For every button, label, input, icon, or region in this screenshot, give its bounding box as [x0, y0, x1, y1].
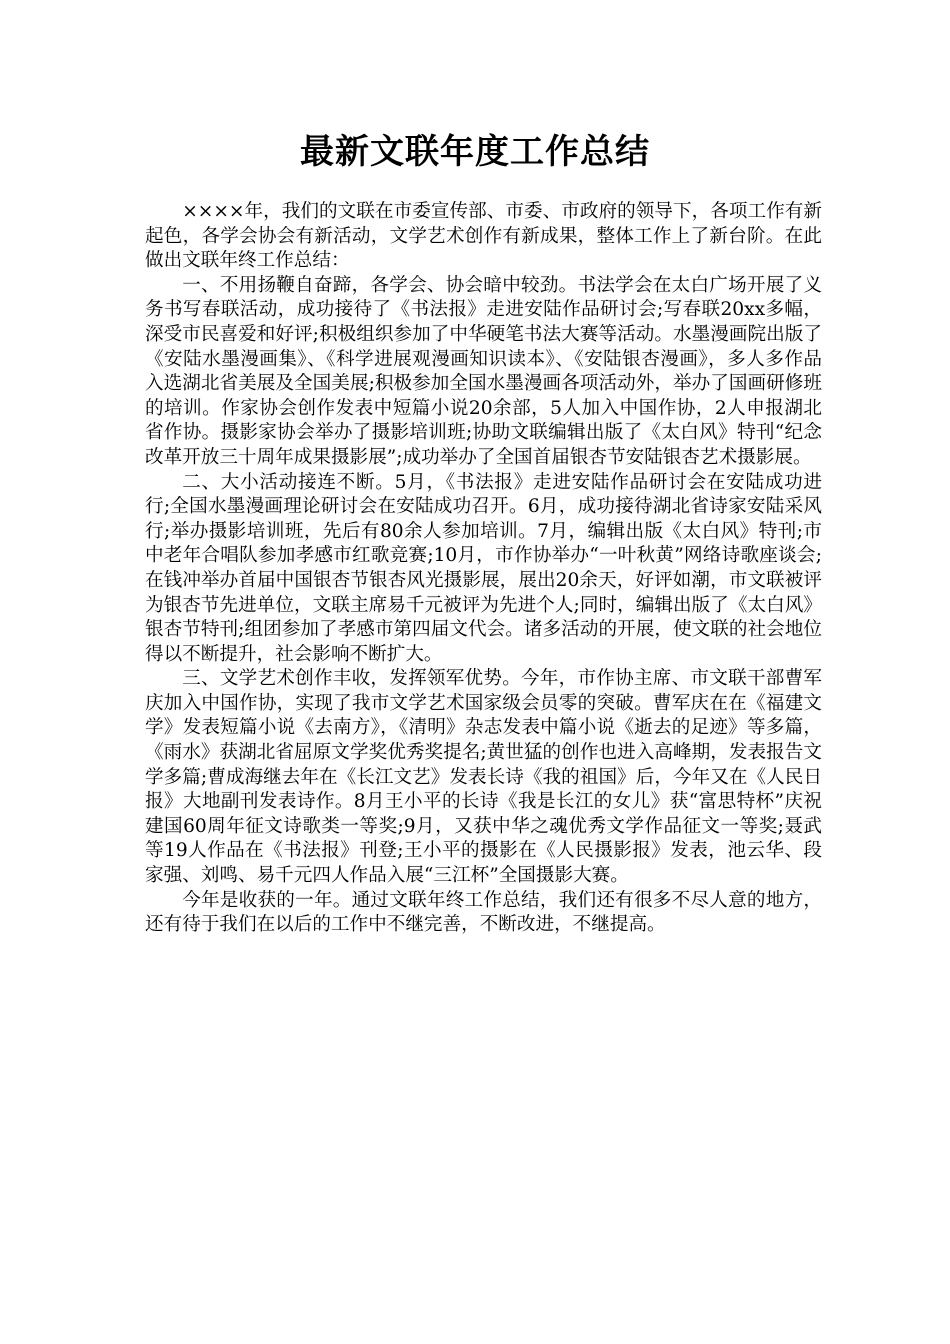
paragraph-conclusion: 今年是收获的一年。通过文联年终工作总结，我们还有很多不尽人意的地方，还有待于我们在以后的工作中不继完善，不断改进，不继提高。: [145, 889, 822, 936]
document-body: [145, 200, 822, 938]
paragraph-section-2: 二、大小活动接连不断。5月，《书法报》走进安陆作品研讨会在安陆成功进行;全国水墨漫画理论研讨会在安陆成功召开。6月，成功接待湖北省诗家安陆采风行;举办摄影培训班，先后有80余人参加培训。7月，编辑出版《太白风》特刊;市中老年合唱队参加孝感市红歌竞赛;10月，市作协举办“一叶秋黄”网络诗歌座谈会;在钱冲举办首届中国银杏节银杏风光摄影展，展出20余天，好评如潮，市文联被评为银杏节先进单位，文联主席易千元被评为先进个人;同时，编辑出版了《太白风》银杏节特刊;组团参加了孝感市第四届文代会。诸多活动的开展，使文联的社会地位得以不断提升，社会影响不断扩大。: [145, 471, 822, 665]
paragraph-section-3: 三、文学艺术创作丰收，发挥领军优势。今年，市作协主席、市文联干部曹军庆加入中国作协，实现了我市文学艺术国家级会员零的突破。曹军庆在在《福建文学》发表短篇小说《去南方》，《清明》杂志发表中篇小说《逝去的足迹》等多篇，《雨水》获湖北省屈原文学奖优秀奖提名;黄世猛的创作也进入高峰期，发表报告文学多篇;曹成海继去年在《长江文艺》发表长诗《我的祖国》后，今年又在《人民日报》大地副刊发表诗作。8月王小平的长诗《我是长江的女儿》获“富思特杯”庆祝建国60周年征文诗歌类一等奖;9月，又获中华之魂优秀文学作品征文一等奖;聂武等19人作品在《书法报》刊登;王小平的摄影在《人民摄影报》发表，池云华、段家强、刘鸣、易千元四人作品入展“三江杯”全国摄影大赛。: [145, 668, 822, 887]
paragraph-intro: ××××年，我们的文联在市委宣传部、市委、市政府的领导下，各项工作有新起色，各学会协会有新活动，文学艺术创作有新成果，整体工作上了新台阶。在此做出文联年终工作总结：: [145, 201, 822, 272]
document-title: 最新文联年度工作总结: [300, 132, 650, 172]
paragraph-section-1: 一、不用扬鞭自奋蹄，各学会、协会暗中较劲。书法学会在太白广场开展了义务书写春联活动，成功接待了《书法报》走进安陆作品研讨会;写春联20xx多幅，深受市民喜爱和好评;积极组织参加了中华硬笔书法大赛等活动。水墨漫画院出版了《安陆水墨漫画集》、《科学进展观漫画知识读本》、《安陆银杏漫画》，多人多作品入选湖北省美展及全国美展;积极参加全国水墨漫画各项活动外，举办了国画研修班的培训。作家协会创作发表中短篇小说20余部，5人加入中国作协，2人申报湖北省作协。摄影家协会举办了摄影培训班;协助文联编辑出版了《太白风》特刊“纪念改革开放三十周年成果摄影展”;成功举办了全国首届银杏节安陆银杏艺术摄影展。: [145, 274, 822, 468]
